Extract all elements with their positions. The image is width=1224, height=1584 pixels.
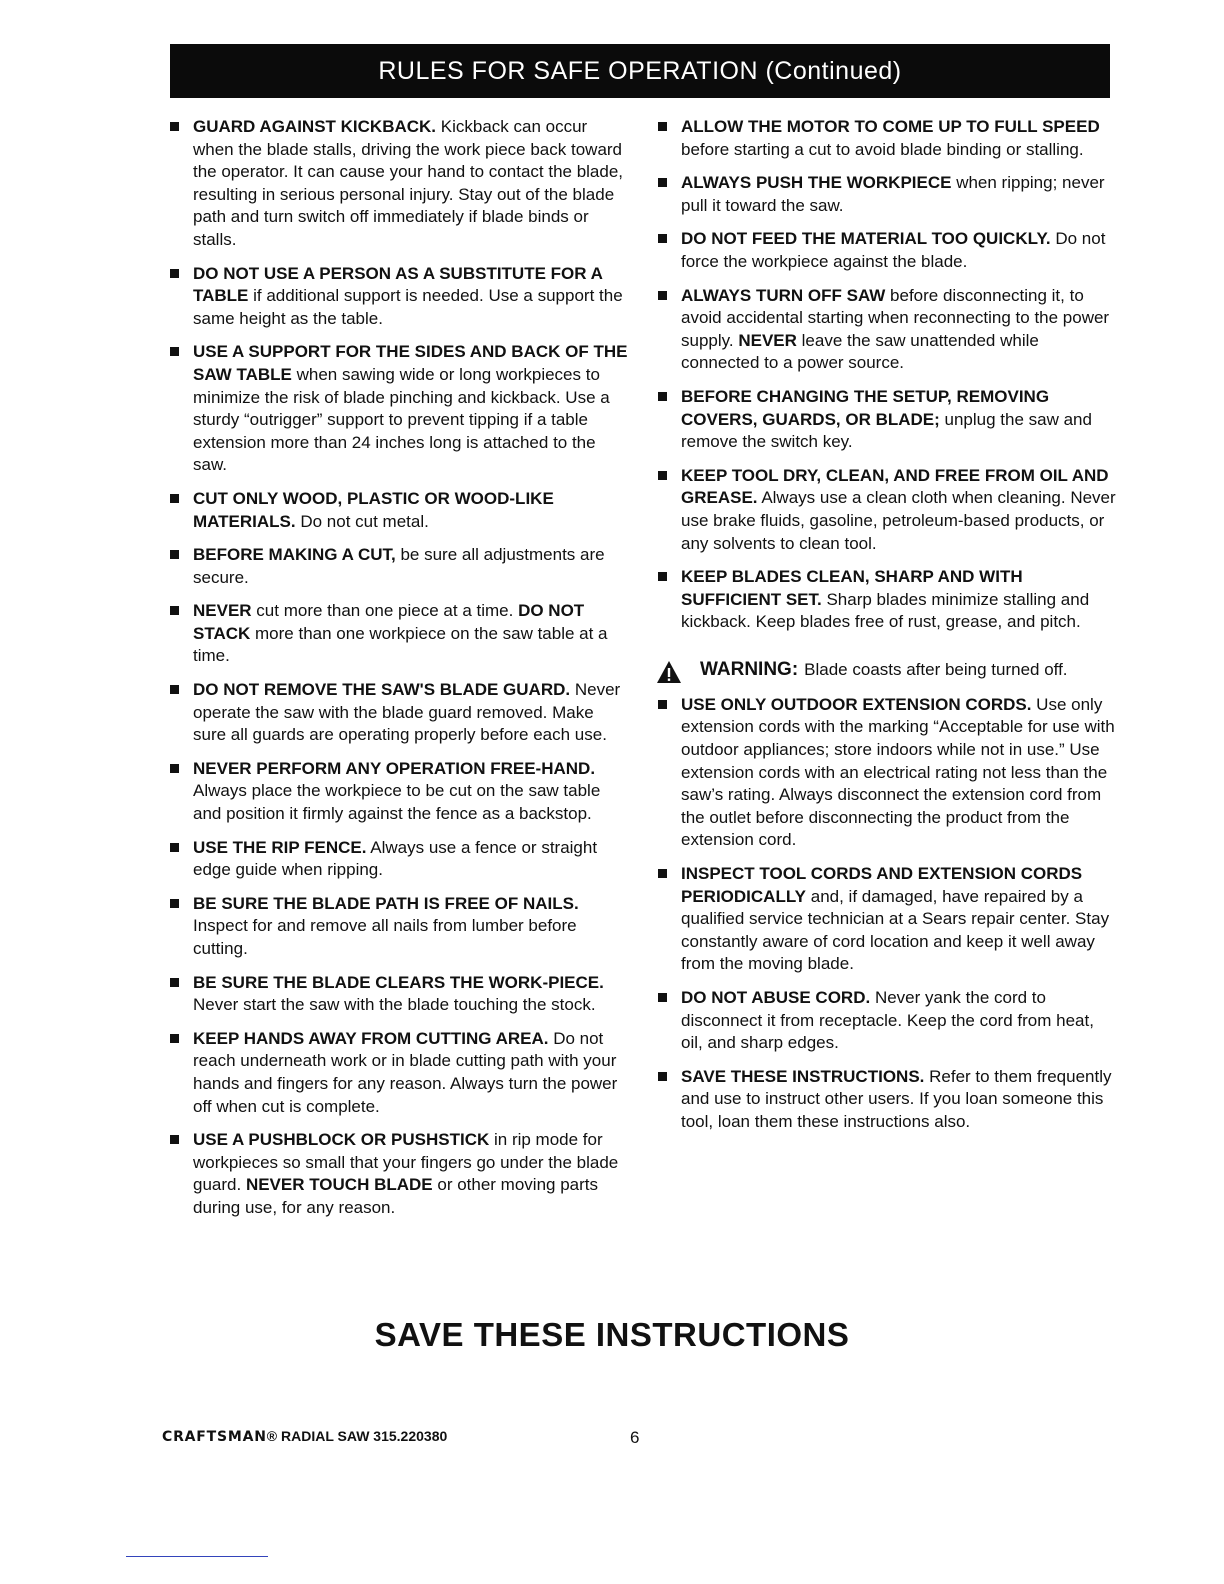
rule-text: cut more than one piece at a time. — [251, 601, 519, 621]
rule-item — [168, 341, 628, 477]
rule-item — [168, 972, 628, 1017]
rule-text: Never operate the saw with the blade guard removed. Make sure all guards are operating properly before each use. — [193, 680, 621, 745]
warning-text: Blade coasts after being turned off. — [804, 659, 1068, 679]
rule-text: before disconnecting it, to avoid accidental starting when reconnecting to the power supply. — [681, 285, 1110, 350]
rule-emphasis: ALWAYS TURN OFF SAW — [681, 285, 886, 305]
square-bullet-icon — [170, 843, 179, 852]
rule-text: in rip mode for workpieces so small that your fingers go under the blade guard. — [193, 1130, 619, 1195]
rule-item — [168, 1028, 628, 1118]
page-number: 6 — [630, 1428, 640, 1447]
right-column-top-list — [656, 116, 1116, 634]
rule-text: Do not cut metal. — [295, 511, 429, 531]
rule-emphasis: NEVER TOUCH BLADE — [245, 1175, 433, 1195]
rule-text: Never start the saw with the blade touching the stock. — [193, 995, 596, 1015]
bottom-rule — [126, 1556, 268, 1557]
rule-emphasis: DO NOT STACK — [193, 601, 585, 643]
warning-note — [656, 658, 1116, 682]
rule-item — [656, 566, 1116, 634]
square-bullet-icon — [170, 899, 179, 908]
rule-item — [168, 679, 628, 747]
rule-emphasis: BE SURE THE BLADE PATH IS FREE OF NAILS. — [193, 893, 579, 913]
rule-emphasis: KEEP BLADES CLEAN, SHARP AND WITH SUFFICIENT SET. — [681, 567, 1023, 609]
square-bullet-icon — [658, 291, 667, 300]
rule-item — [168, 116, 628, 252]
rule-emphasis: BEFORE MAKING A CUT, — [193, 545, 396, 565]
square-bullet-icon — [658, 572, 667, 581]
rule-text: Use only extension cords with the marking “Acceptable for use with outdoor appliances; store indoors while not in use.” Use extension cords with an electrical rating not less than the saw’s rating. Always disconnect the extension cord from the outlet before disconnecting the product from the extension cord. — [681, 694, 1115, 850]
square-bullet-icon — [170, 550, 179, 559]
square-bullet-icon — [170, 269, 179, 278]
square-bullet-icon — [658, 122, 667, 131]
rule-emphasis: USE ONLY OUTDOOR EXTENSION CORDS. — [681, 694, 1032, 714]
square-bullet-icon — [170, 1135, 179, 1144]
rule-item — [168, 1129, 628, 1219]
model-text: RADIAL SAW 315.220380 — [277, 1428, 448, 1444]
rule-item — [656, 987, 1116, 1055]
square-bullet-icon — [170, 685, 179, 694]
rule-emphasis: KEEP HANDS AWAY FROM CUTTING AREA. — [193, 1028, 549, 1048]
warning-label: WARNING: — [700, 658, 799, 680]
square-bullet-icon — [170, 347, 179, 356]
rule-emphasis: ALLOW THE MOTOR TO COME UP TO FULL SPEED — [681, 117, 1100, 136]
section-header — [170, 44, 1110, 98]
rule-item — [656, 1066, 1116, 1134]
rule-emphasis: BEFORE CHANGING THE SETUP, REMOVING COVERS, GUARDS, OR BLADE; — [681, 386, 1050, 429]
rule-item — [656, 116, 1116, 161]
square-bullet-icon — [658, 1072, 667, 1081]
rule-text: Refer to them frequently and use to instruct other users. If you loan someone this tool, loan them these instructions also. — [681, 1066, 1112, 1131]
rule-emphasis: SAVE THESE INSTRUCTIONS. — [681, 1066, 925, 1086]
rule-emphasis: CUT ONLY WOOD, PLASTIC OR WOOD-LIKE MATERIALS. — [193, 488, 554, 531]
rule-item — [168, 263, 628, 331]
rule-text: before starting a cut to avoid blade binding or stalling. — [681, 139, 1084, 159]
registered-mark: ® — [266, 1428, 278, 1444]
rule-emphasis: BE SURE THE BLADE CLEARS THE WORK-PIECE. — [193, 972, 604, 992]
square-bullet-icon — [170, 606, 179, 615]
rule-emphasis: DO NOT REMOVE THE SAW'S BLADE GUARD. — [193, 680, 571, 700]
section-title: RULES FOR SAFE OPERATION (Continued) — [378, 56, 902, 85]
rule-item — [656, 694, 1116, 852]
rule-emphasis: NEVER PERFORM ANY OPERATION FREE-HAND. — [193, 758, 596, 778]
rule-emphasis: NEVER — [738, 330, 797, 350]
rule-text: and, if damaged, have repaired by a qualified service technician at a Sears repair center. Stay constantly aware of cord location and keep it well away from the moving blade. — [681, 886, 1110, 974]
square-bullet-icon — [658, 700, 667, 709]
rule-emphasis: NEVER — [193, 601, 252, 621]
rule-item — [656, 172, 1116, 217]
rule-text: when sawing wide or long workpieces to minimize the risk of blade pinching and kickback. Use a sturdy “outrigger” support to prevent tipping if a table extension more than 24 inches long is attached to the saw. — [193, 364, 610, 475]
rule-item — [656, 228, 1116, 273]
warning-triangle-icon — [656, 660, 682, 684]
square-bullet-icon — [658, 993, 667, 1002]
rule-text: Never yank the cord to disconnect it from receptacle. Keep the cord from heat, oil, and sharp edges. — [681, 988, 1094, 1053]
rule-item — [168, 758, 628, 826]
left-column — [168, 116, 628, 1231]
square-bullet-icon — [170, 978, 179, 987]
square-bullet-icon — [170, 764, 179, 773]
square-bullet-icon — [170, 122, 179, 131]
save-instructions-title: SAVE THESE INSTRUCTIONS — [374, 1316, 850, 1353]
rule-text: Always use a clean cloth when cleaning. Never use brake fluids, gasoline, petroleum-based products, or any solvents to clean tool. — [681, 488, 1116, 553]
rule-text: if additional support is needed. Use a support the same height as the table. — [193, 286, 623, 328]
rule-emphasis: DO NOT USE A PERSON AS A SUBSTITUTE FOR A TABLE — [193, 263, 603, 306]
rule-text: be sure all adjustments are secure. — [193, 545, 605, 587]
rule-text: Always use a fence or straight edge guide when ripping. — [193, 837, 598, 880]
rule-item — [656, 285, 1116, 375]
rule-emphasis: USE A SUPPORT FOR THE SIDES AND BACK OF THE SAW TABLE — [193, 342, 628, 384]
rule-emphasis: KEEP TOOL DRY, CLEAN, AND FREE FROM OIL AND GREASE. — [681, 465, 1109, 508]
rule-item — [168, 837, 628, 882]
rule-item — [656, 386, 1116, 454]
rule-emphasis: DO NOT FEED THE MATERIAL TOO QUICKLY. — [681, 229, 1051, 249]
rule-text: when ripping; never pull it toward the saw. — [681, 173, 1105, 215]
rule-text: unplug the saw and remove the switch key. — [681, 409, 1092, 452]
rule-text: Kickback can occur when the blade stalls, driving the work piece back toward the operator. It can cause your hand to contact the blade, resulting in serious personal injury. Stay out of the blade path and turn switch off immediately if blade binds or stalls. — [193, 117, 624, 249]
rule-emphasis: DO NOT ABUSE CORD. — [681, 988, 871, 1007]
rule-item — [656, 465, 1116, 555]
rule-item — [168, 893, 628, 961]
rule-item — [656, 863, 1116, 976]
rule-item — [168, 488, 628, 533]
rule-text: Do not force the workpiece against the blade. — [681, 229, 1106, 271]
rule-text: more than one workpiece on the saw table at a time. — [193, 623, 608, 666]
square-bullet-icon — [658, 178, 667, 187]
rule-emphasis: USE THE RIP FENCE. — [193, 837, 367, 857]
right-column — [656, 116, 1116, 1145]
rule-emphasis: GUARD AGAINST KICKBACK. — [193, 117, 437, 136]
footer-model — [162, 1428, 447, 1445]
square-bullet-icon — [658, 234, 667, 243]
right-column-bottom-list — [656, 694, 1116, 1134]
rule-text: Do not reach underneath work or in blade cutting path with your hands and fingers for any reason. Always turn the power off when cut is complete. — [193, 1028, 618, 1116]
rule-item — [168, 544, 628, 589]
square-bullet-icon — [170, 494, 179, 503]
square-bullet-icon — [658, 471, 667, 480]
rule-emphasis: ALWAYS PUSH THE WORKPIECE — [681, 173, 952, 193]
rule-text: Sharp blades minimize stalling and kickback. Keep blades free of rust, grease, and pitch. — [681, 589, 1090, 632]
square-bullet-icon — [170, 1034, 179, 1043]
rule-emphasis: INSPECT TOOL CORDS AND EXTENSION CORDS PERIODICALLY — [681, 864, 1083, 906]
brand-logo: CRAFTSMAN — [162, 1429, 267, 1445]
rule-text: Inspect for and remove all nails from lumber before cutting. — [193, 916, 577, 958]
square-bullet-icon — [658, 392, 667, 401]
rule-text: leave the saw unattended while connected to a power source. — [681, 330, 1039, 373]
rule-item — [168, 600, 628, 668]
square-bullet-icon — [658, 869, 667, 878]
rule-emphasis: USE A PUSHBLOCK OR PUSHSTICK — [193, 1130, 490, 1150]
rule-text: or other moving parts during use, for any reason. — [193, 1175, 598, 1217]
rule-text: Always place the workpiece to be cut on the saw table and position it firmly against the fence as a backstop. — [193, 781, 601, 824]
